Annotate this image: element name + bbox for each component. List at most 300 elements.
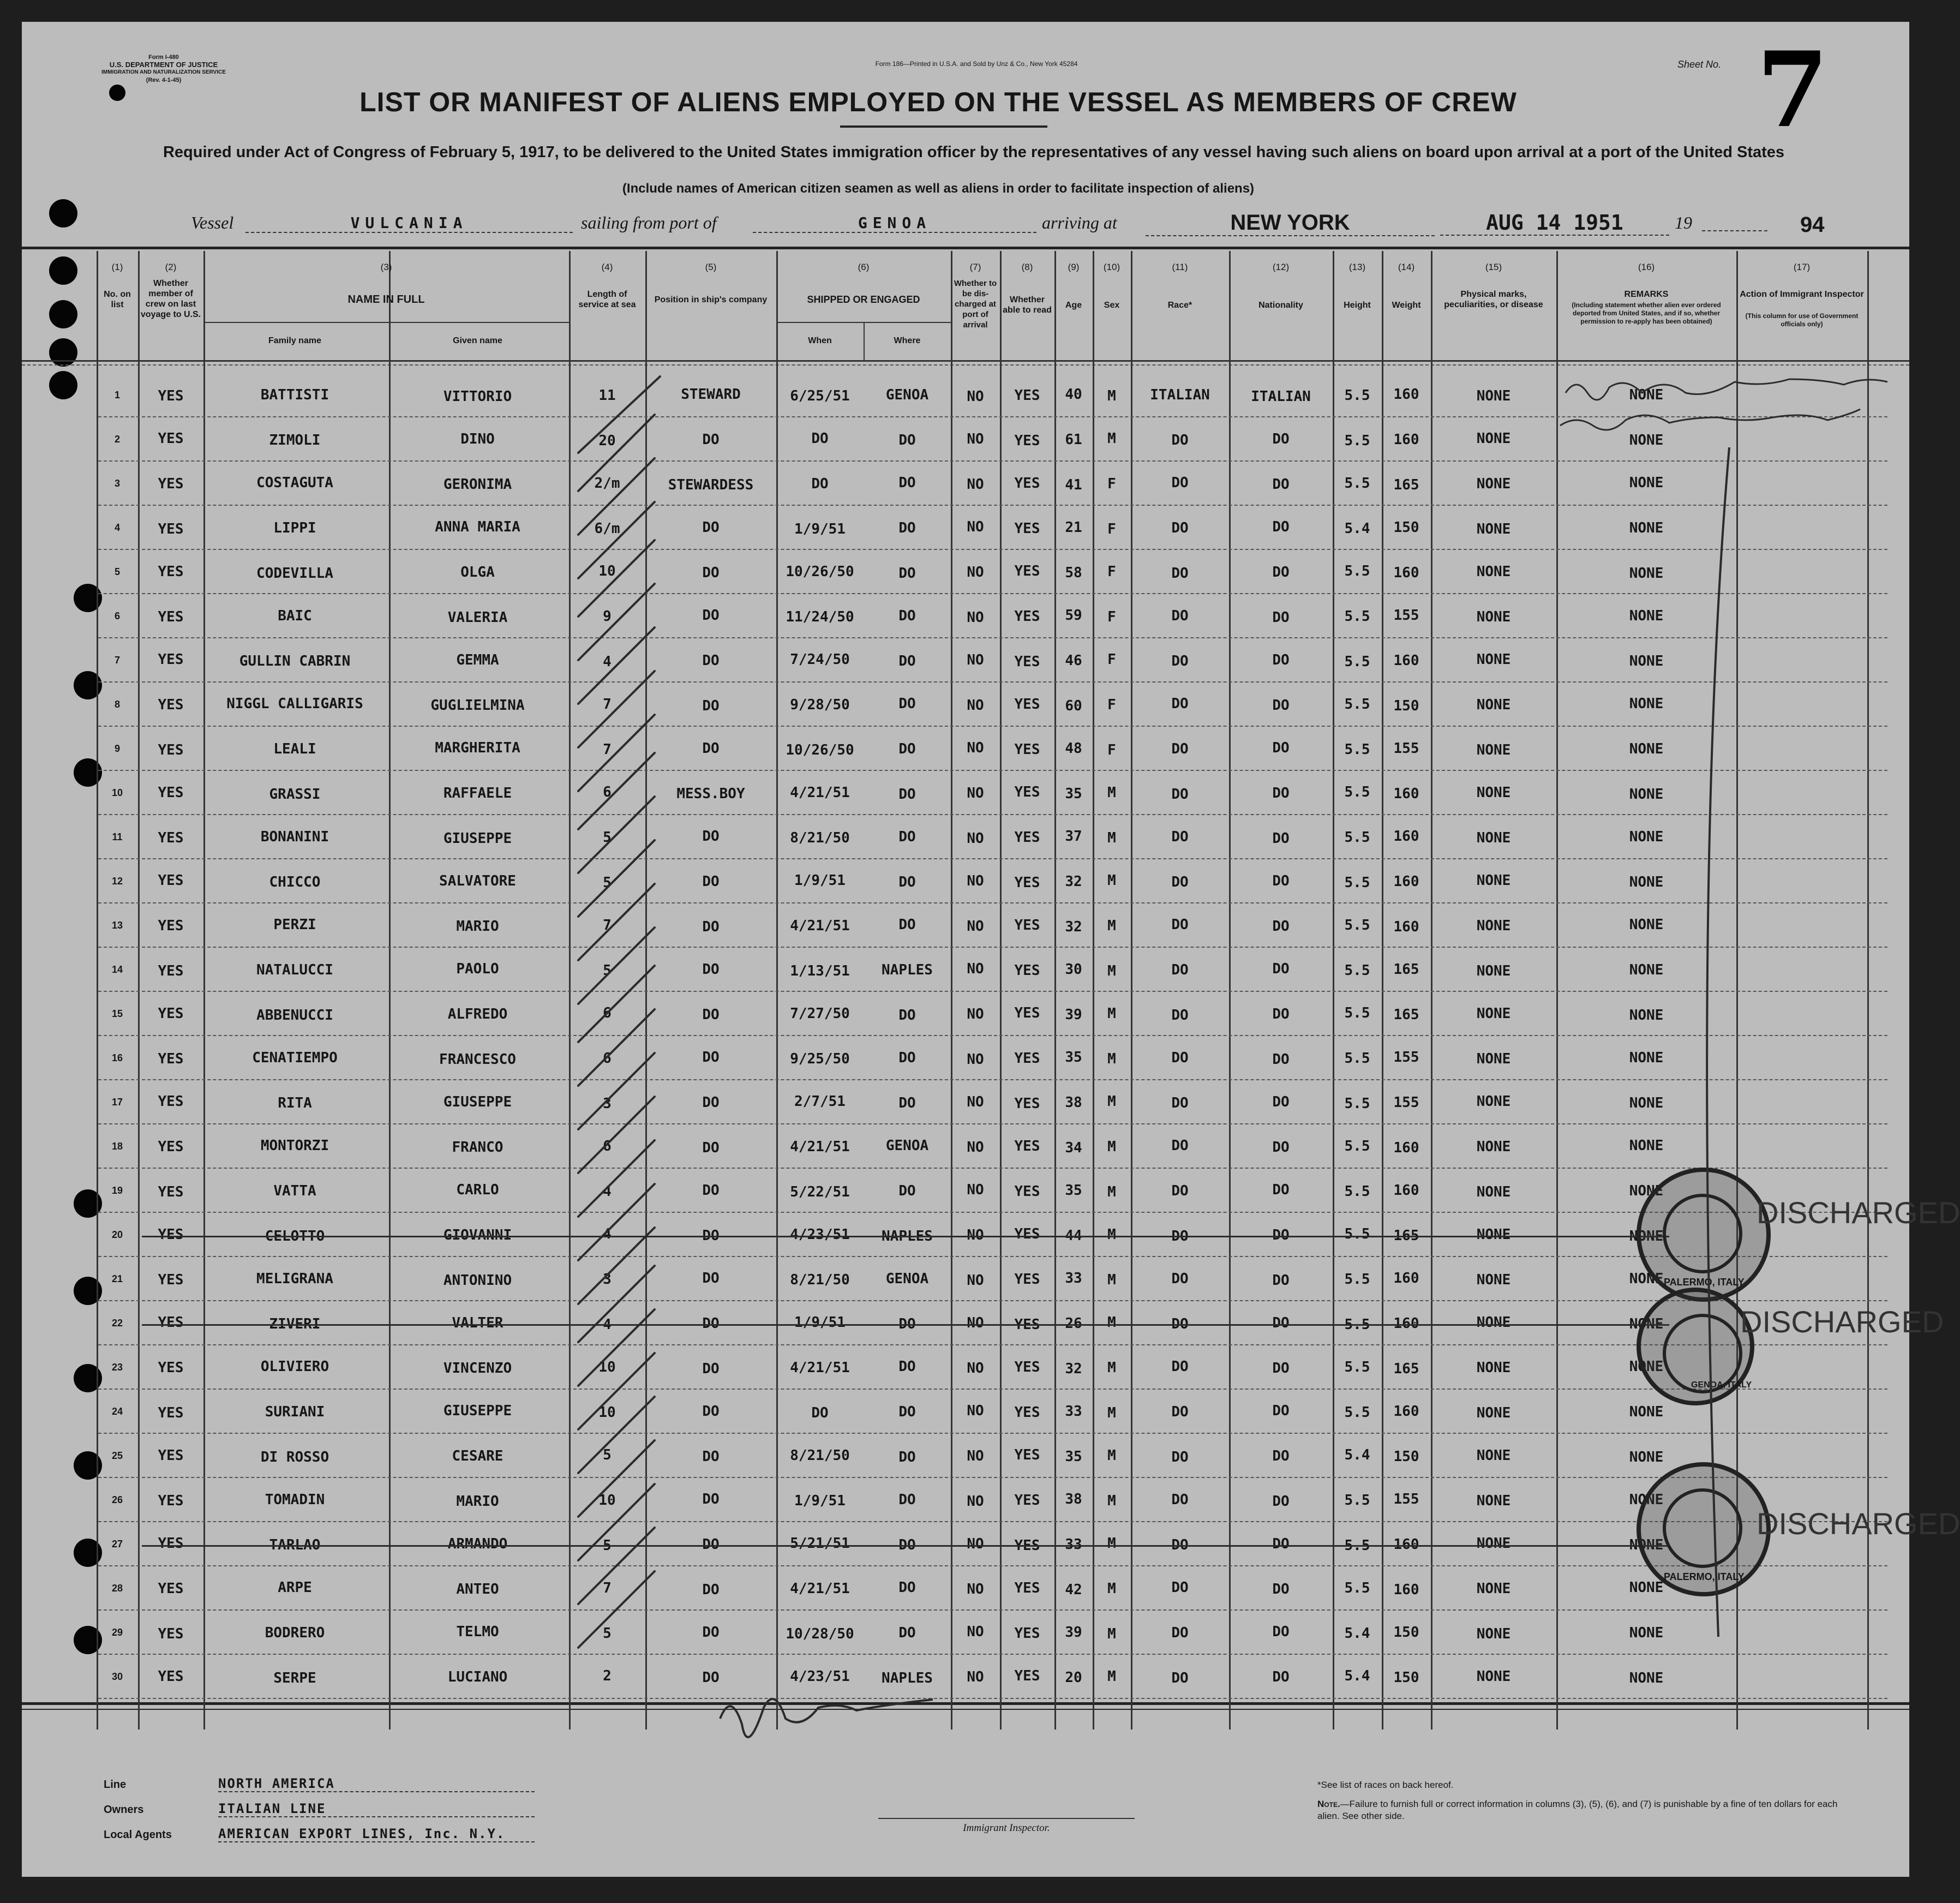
shipped-where: DO [898, 786, 916, 803]
shipped-when: 4/21/51 [790, 1360, 850, 1376]
last-voyage: YES [158, 609, 184, 625]
position: DO [702, 432, 720, 448]
shipped-where: DO [898, 475, 916, 491]
discharged: NO [967, 830, 984, 847]
weight: 160 [1393, 873, 1419, 890]
family-name: VATTA [273, 1183, 316, 1199]
remarks: NONE [1629, 741, 1664, 757]
family-name: BAIC [278, 608, 312, 624]
sex: F [1107, 564, 1116, 580]
weight: 160 [1393, 1182, 1419, 1199]
last-voyage: YES [158, 918, 184, 934]
row-number: 9 [114, 743, 120, 754]
col-num: (3) [380, 262, 392, 272]
shipped-where: DO [898, 1579, 916, 1596]
race: DO [1171, 1183, 1189, 1199]
able-to-read: YES [1014, 1404, 1040, 1421]
able-to-read: YES [1014, 741, 1040, 758]
physical-marks: NONE [1476, 1226, 1511, 1243]
nationality: DO [1272, 519, 1290, 535]
weight: 155 [1393, 607, 1419, 624]
given-name: MARGHERITA [435, 740, 520, 756]
sex: M [1107, 963, 1116, 979]
length-of-service: 2/m [594, 475, 620, 492]
family-name: CODEVILLA [256, 565, 333, 582]
nationality: DO [1272, 830, 1290, 847]
height: 5.5 [1344, 475, 1370, 492]
nationality: DO [1272, 1006, 1290, 1022]
family-name: LEALI [273, 741, 316, 757]
header-remarks: REMARKS [1624, 290, 1669, 299]
length-of-service: 5 [603, 962, 612, 979]
able-to-read: YES [1014, 696, 1040, 713]
physical-marks: NONE [1476, 564, 1511, 580]
weight: 155 [1393, 1049, 1419, 1066]
nationality: DO [1272, 918, 1290, 935]
physical-marks: NONE [1476, 651, 1511, 668]
last-voyage: YES [158, 1493, 184, 1509]
length-of-service: 6 [603, 1050, 612, 1067]
header-discharged: Whether to be dis-charged at port of arrival [954, 279, 997, 330]
shipped-when: 10/28/50 [786, 1626, 854, 1642]
height: 5.5 [1344, 1005, 1370, 1021]
nationality: DO [1272, 476, 1290, 493]
shipped-where: DO [898, 432, 916, 448]
physical-marks: NONE [1476, 785, 1511, 801]
family-name: CENATIEMPO [252, 1050, 338, 1066]
height: 5.5 [1344, 563, 1370, 579]
row-number: 29 [111, 1627, 123, 1638]
sex: M [1107, 1093, 1116, 1110]
sex: M [1107, 1668, 1116, 1685]
length-of-service: 5 [603, 875, 612, 891]
able-to-read: YES [1014, 1625, 1040, 1642]
row-number: 27 [111, 1539, 123, 1549]
length-of-service: 10 [598, 1492, 616, 1509]
position: STEWARD [681, 386, 741, 403]
shipped-where: GENOA [885, 1271, 929, 1287]
race: DO [1171, 917, 1189, 933]
shipped-where: DO [898, 1183, 916, 1199]
given-name: ANTONINO [443, 1272, 512, 1289]
header-given-name: Given name [453, 336, 502, 345]
given-name: MARIO [456, 1493, 499, 1510]
family-name: SERPE [273, 1670, 316, 1686]
sheet-label: Sheet No. [1677, 59, 1722, 70]
header-remarks-note: (Including statement whether alien ever ordered deported from United States, and if so, whether permission to re-apply has been obtained) [1572, 301, 1721, 325]
header-no-on-list: No. on list [104, 290, 131, 309]
shipped-where: NAPLES [882, 1228, 933, 1244]
owners-label: Owners [104, 1804, 144, 1816]
remarks: NONE [1629, 1359, 1664, 1375]
weight: 160 [1393, 919, 1419, 935]
remarks: NONE [1629, 1625, 1664, 1641]
able-to-read: YES [1014, 475, 1040, 492]
age: 38 [1065, 1491, 1082, 1507]
weight: 160 [1393, 565, 1419, 581]
race: DO [1171, 1579, 1189, 1596]
header-inspector-note: (This column for use of Government officials only) [1745, 312, 1859, 328]
physical-marks: NONE [1476, 1360, 1511, 1376]
age: 30 [1065, 961, 1082, 978]
given-name: GIUSEPPE [443, 830, 512, 847]
age: 34 [1065, 1140, 1082, 1156]
given-name: VITTORIO [443, 388, 512, 405]
able-to-read: YES [1014, 784, 1040, 800]
race: DO [1171, 653, 1189, 669]
age: 41 [1065, 477, 1082, 493]
physical-marks: NONE [1476, 1581, 1511, 1597]
discharged-stamp: DISCHARGED [1740, 1304, 1944, 1339]
discharged: NO [967, 1315, 984, 1331]
remarks: NONE [1629, 1670, 1664, 1686]
sex: M [1107, 1405, 1116, 1421]
row-number: 16 [111, 1052, 123, 1063]
physical-marks: NONE [1476, 521, 1511, 537]
family-name: PERZI [273, 917, 316, 933]
col-num: (15) [1485, 262, 1502, 272]
last-voyage: YES [158, 564, 184, 580]
weight: 150 [1393, 1624, 1419, 1641]
seal-location: PALERMO, ITALY [1664, 1277, 1745, 1288]
row-number: 6 [114, 611, 120, 621]
position: DO [702, 698, 720, 714]
race: DO [1171, 1050, 1189, 1066]
given-name: GEMMA [456, 652, 499, 668]
shipped-when: 4/23/51 [790, 1668, 850, 1685]
sex: F [1107, 651, 1116, 668]
seal-location: GENOA, ITALY [1691, 1380, 1752, 1390]
nationality: DO [1272, 873, 1290, 889]
discharged: NO [967, 1051, 984, 1068]
height: 5.5 [1344, 741, 1370, 758]
family-name: OLIVIERO [260, 1359, 329, 1375]
position: DO [702, 653, 720, 669]
header-physical-marks: Physical marks, peculiarities, or disease [1444, 290, 1543, 309]
remarks: NONE [1629, 475, 1664, 491]
discharged-stamp: DISCHARGED [1757, 1506, 1960, 1541]
family-name: CELOTTO [265, 1228, 325, 1244]
weight: 165 [1393, 1361, 1419, 1377]
last-voyage: YES [158, 872, 184, 889]
shipped-when: 8/21/50 [790, 1447, 850, 1464]
discharged: NO [967, 1669, 984, 1685]
header-sex: Sex [1104, 301, 1120, 310]
nationality: DO [1272, 1403, 1290, 1419]
discharged: NO [967, 1493, 984, 1510]
shipped-when: 8/21/50 [790, 1272, 850, 1288]
able-to-read: YES [1014, 1447, 1040, 1463]
row-number: 1 [114, 390, 120, 400]
length-of-service: 3 [603, 1271, 612, 1288]
discharged: NO [967, 431, 984, 447]
height: 5.5 [1344, 784, 1370, 800]
weight: 155 [1393, 1094, 1419, 1111]
department: U.S. DEPARTMENT OF JUSTICE [109, 61, 218, 69]
sex: M [1107, 1226, 1116, 1243]
height: 5.5 [1344, 1404, 1370, 1421]
position: DO [702, 919, 720, 935]
row-number: 11 [112, 831, 123, 842]
last-voyage: YES [158, 1626, 184, 1642]
height: 5.4 [1344, 1447, 1370, 1463]
age: 42 [1065, 1582, 1082, 1598]
shipped-where: DO [898, 1095, 916, 1111]
length-of-service: 7 [603, 696, 612, 713]
race: ITALIAN [1150, 387, 1210, 403]
age: 38 [1065, 1094, 1082, 1111]
weight: 160 [1393, 432, 1419, 448]
position: DO [702, 607, 720, 624]
sex: M [1107, 918, 1116, 934]
service-column-tick-marks [578, 376, 660, 1648]
age: 32 [1065, 873, 1082, 890]
age: 32 [1065, 919, 1082, 935]
nationality: DO [1272, 961, 1290, 977]
remarks: NONE [1629, 829, 1664, 845]
able-to-read: YES [1014, 1668, 1040, 1684]
race: DO [1171, 741, 1189, 757]
last-voyage: YES [158, 1314, 184, 1331]
family-name: GULLIN CABRIN [239, 653, 351, 669]
last-voyage: YES [158, 1405, 184, 1421]
row-number: 7 [114, 655, 120, 666]
age: 59 [1065, 607, 1082, 624]
given-name: ARMANDO [447, 1536, 508, 1552]
remarks: NONE [1629, 608, 1664, 624]
header-nationality: Nationality [1258, 301, 1303, 310]
nationality: DO [1272, 1051, 1290, 1068]
shipped-where: DO [898, 696, 916, 712]
owners-value: ITALIAN LINE [218, 1801, 535, 1817]
position: DO [702, 1140, 720, 1156]
shipped-where: NAPLES [882, 962, 933, 978]
physical-marks: NONE [1476, 1139, 1511, 1155]
shipped-when: 4/21/51 [790, 918, 850, 934]
nationality: DO [1272, 652, 1290, 668]
shipped-when: 10/26/50 [786, 564, 854, 580]
physical-marks: NONE [1476, 1535, 1511, 1552]
weight: 150 [1393, 1449, 1419, 1465]
family-name: TARLAO [269, 1537, 321, 1553]
able-to-read: YES [1014, 1226, 1040, 1242]
col-num: (7) [969, 262, 981, 272]
header-height: Height [1344, 301, 1371, 310]
height: 5.5 [1344, 696, 1370, 713]
shipped-when: 4/23/51 [790, 1226, 850, 1243]
page-title: LIST OR MANIFEST OF ALIENS EMPLOYED ON THE VESSEL AS MEMBERS OF CREW [359, 87, 1517, 117]
given-name: GIUSEPPE [443, 1094, 512, 1110]
col-num: (10) [1103, 262, 1120, 272]
length-of-service: 3 [603, 1096, 612, 1112]
discharged: NO [967, 1094, 984, 1110]
length-of-service: 20 [598, 433, 616, 449]
length-of-service: 5 [603, 1625, 612, 1642]
sex: M [1107, 1314, 1116, 1331]
length-of-service: 10 [598, 1359, 616, 1375]
nationality: DO [1272, 1182, 1290, 1198]
family-name: RITA [278, 1095, 312, 1111]
sex: M [1107, 1184, 1116, 1200]
age: 20 [1065, 1669, 1082, 1686]
year-label: 19 [1675, 213, 1692, 232]
discharged: NO [967, 1403, 984, 1419]
race: DO [1171, 520, 1189, 536]
header-where: Where [894, 336, 921, 345]
sex: M [1107, 430, 1116, 447]
shipped-where: NAPLES [882, 1670, 933, 1686]
position: DO [702, 1094, 720, 1111]
length-of-service: 5 [603, 829, 612, 846]
age: 21 [1065, 519, 1082, 536]
race: DO [1171, 1095, 1189, 1111]
height: 5.5 [1344, 1096, 1370, 1112]
discharged: NO [967, 652, 984, 668]
race: DO [1171, 1404, 1189, 1420]
race: DO [1171, 1316, 1189, 1332]
family-name: ARPE [278, 1579, 312, 1596]
weight: 160 [1393, 386, 1419, 403]
family-name: DI ROSSO [260, 1449, 329, 1465]
family-name: NATALUCCI [256, 962, 333, 978]
discharged: NO [967, 1182, 984, 1198]
last-voyage: YES [158, 1093, 184, 1110]
position: DO [702, 740, 720, 757]
given-name: VINCENZO [443, 1360, 512, 1377]
race: DO [1171, 962, 1189, 978]
able-to-read: YES [1014, 1183, 1040, 1200]
header-position: Position in ship's company [654, 295, 768, 304]
given-name: CESARE [452, 1448, 504, 1464]
length-of-service: 7 [603, 741, 612, 758]
nationality: DO [1272, 431, 1290, 447]
position: MESS.BOY [676, 786, 745, 802]
weight: 160 [1393, 828, 1419, 845]
physical-marks: NONE [1476, 1184, 1511, 1200]
discharged: NO [967, 961, 984, 977]
arriving-label: arriving at [1042, 213, 1117, 232]
last-voyage: YES [158, 742, 184, 758]
length-of-service: 7 [603, 917, 612, 933]
sex: F [1107, 609, 1116, 625]
race: DO [1171, 829, 1189, 845]
vessel-label: Vessel [191, 213, 234, 232]
remarks: NONE [1629, 1007, 1664, 1024]
weight: 160 [1393, 653, 1419, 669]
physical-marks: NONE [1476, 1668, 1511, 1685]
length-of-service: 4 [603, 1183, 612, 1200]
discharged: NO [967, 1536, 984, 1552]
row-number: 26 [111, 1494, 123, 1505]
given-name: GIOVANNI [443, 1227, 512, 1243]
nationality: DO [1272, 1493, 1290, 1510]
position: DO [702, 1182, 720, 1199]
header-able-to-read: Whether able to read [1003, 295, 1052, 315]
col-num: (4) [601, 262, 613, 272]
height: 5.5 [1344, 654, 1370, 670]
last-voyage: YES [158, 1581, 184, 1597]
able-to-read: YES [1014, 1359, 1040, 1375]
shipped-when: 8/21/50 [790, 830, 850, 846]
shipped-when: 5/22/51 [790, 1184, 850, 1200]
given-name: FRANCO [452, 1139, 504, 1156]
remarks: NONE [1629, 653, 1664, 669]
row-number: 4 [114, 522, 120, 533]
remarks: NONE [1629, 696, 1664, 712]
remarks: NONE [1629, 1316, 1664, 1332]
weight: 160 [1393, 1582, 1419, 1598]
handwriting-overlay [22, 22, 1909, 1877]
shipped-where: DO [898, 608, 916, 624]
age: 33 [1065, 1270, 1082, 1286]
physical-marks: NONE [1476, 388, 1511, 404]
discharged: NO [967, 1272, 984, 1289]
col-num: (1) [111, 262, 123, 272]
family-name: LIPPI [273, 520, 316, 536]
weight: 150 [1393, 1669, 1419, 1686]
inspector-handwritten-note [1560, 409, 1860, 430]
height: 5.5 [1344, 875, 1370, 891]
last-voyage: YES [158, 785, 184, 801]
col-num: (2) [165, 262, 177, 272]
discharged: NO [967, 519, 984, 535]
position: DO [702, 1449, 720, 1465]
able-to-read: YES [1014, 1492, 1040, 1509]
header-age: Age [1065, 301, 1082, 310]
able-to-read: YES [1014, 563, 1040, 579]
given-name: MARIO [456, 918, 499, 935]
shipped-where: DO [898, 1492, 916, 1508]
length-of-service: 5 [603, 1447, 612, 1463]
row-number: 12 [111, 876, 123, 887]
arrival-port: NEW YORK [1146, 211, 1435, 236]
physical-marks: NONE [1476, 609, 1511, 625]
discharged: NO [967, 918, 984, 935]
position: DO [702, 519, 720, 536]
remarks: NONE [1629, 1492, 1664, 1508]
row-number: 28 [111, 1583, 123, 1594]
shipped-where: DO [898, 741, 916, 757]
given-name: LUCIANO [447, 1669, 508, 1685]
shipped-when: 1/13/51 [790, 963, 850, 979]
length-of-service: 6/m [594, 520, 620, 537]
height: 5.5 [1344, 917, 1370, 933]
col-num: (9) [1068, 262, 1080, 272]
race: DO [1171, 1625, 1189, 1641]
race: DO [1171, 786, 1189, 803]
discharged: NO [967, 1581, 984, 1597]
height: 5.5 [1344, 1138, 1370, 1154]
position: DO [702, 1491, 720, 1507]
family-name: BATTISTI [260, 387, 329, 403]
nationality: DO [1272, 1536, 1290, 1552]
row-number: 25 [111, 1450, 123, 1461]
nationality: DO [1272, 609, 1290, 626]
remarks: NONE [1629, 1095, 1664, 1111]
able-to-read: YES [1014, 1005, 1040, 1021]
discharged: NO [967, 785, 984, 801]
able-to-read: YES [1014, 875, 1040, 891]
shipped-when: 1/9/51 [794, 872, 846, 889]
races-note: *See list of races on back hereof. [1317, 1780, 1454, 1790]
inspector-signature-line [878, 1818, 1135, 1819]
nationality: DO [1272, 1094, 1290, 1110]
sex: F [1107, 742, 1116, 758]
family-name: GRASSI [269, 786, 321, 803]
header-when: When [808, 336, 832, 345]
family-name: COSTAGUTA [256, 475, 333, 491]
physical-marks: NONE [1476, 830, 1511, 846]
